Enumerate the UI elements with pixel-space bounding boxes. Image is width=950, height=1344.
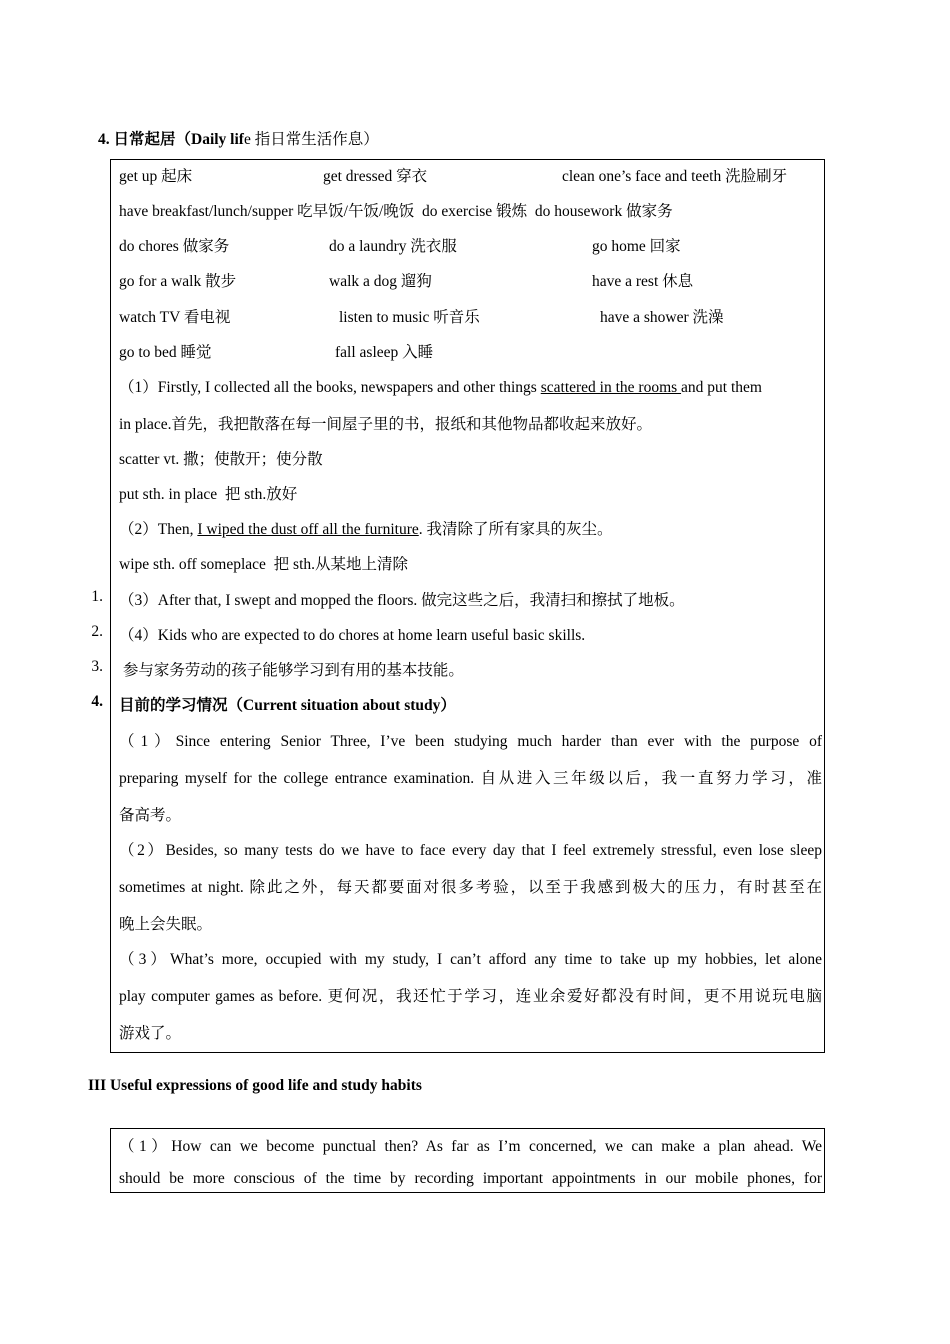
vocab-do-laundry: do a laundry 洗衣服 [329, 238, 457, 255]
habits-line-1: （1）How can we become punctual then? As far as I’m concerned, we can make a plan ahead. We [119, 1138, 822, 1155]
sentence-1-line-1: （1）Firstly, I collected all the books, newspapers and other things scattered in the rooms and put them [119, 379, 762, 396]
habits-line-2: should be more conscious of the time by recording important appointments in our mobile phones, for [119, 1170, 822, 1187]
underlined-phrase: I wiped the dust off all the furniture [197, 521, 419, 538]
underlined-phrase: scattered in the rooms [540, 379, 682, 396]
study-p1-line-2: preparing myself for the college entrance examination. 自从进入三年级以后，我一直努力学习，准 [119, 770, 822, 787]
note-wipe: wipe sth. off someplace 把 sth.从某地上清除 [119, 556, 409, 573]
list-number-3: 3. [91, 658, 103, 675]
vocab-have-shower: have a shower 洗澡 [600, 309, 724, 326]
vocab-get-dressed: get dressed 穿衣 [323, 168, 428, 185]
section-heading-daily-life [98, 127, 379, 149]
vocab-go-for-walk: go for a walk 散步 [119, 273, 237, 290]
vocab-do-chores: do chores 做家务 [119, 238, 230, 255]
vocab-listen-music: listen to music 听音乐 [339, 309, 480, 326]
section-heading-useful-expressions: III Useful expressions of good life and study habits [88, 1077, 422, 1094]
vocab-walk-dog: walk a dog 遛狗 [329, 273, 432, 290]
sentence-3: （3）After that, I swept and mopped the floors. 做完这些之后，我清扫和擦拭了地板。 [119, 592, 685, 609]
vocab-row-2: have breakfast/lunch/supper 吃早饭/午饭/晚饭 do exercise 锻炼 do housework 做家务 [119, 203, 673, 220]
note-scatter: scatter vt. 撒；使散开；使分散 [119, 451, 323, 468]
sentence-1-line-2: in place.首先，我把散落在每一间屋子里的书，报纸和其他物品都收起来放好。 [119, 416, 653, 433]
vocab-go-to-bed: go to bed 睡觉 [119, 344, 212, 361]
study-p3-line-1: （3）What’s more, occupied with my study, I can’t afford any time to take up my hobbies, let alone [119, 951, 822, 968]
study-p1-line-1: （1）Since entering Senior Three, I’ve been studying much harder than ever with the purpose of [119, 733, 822, 750]
study-p3-line-3: 游戏了。 [119, 1025, 182, 1042]
study-p1-line-3: 备高考。 [119, 807, 182, 824]
heading-normal-part: e 指日常生活作息） [243, 131, 379, 148]
vocab-get-up: get up 起床 [119, 168, 193, 185]
sentence-2: （2）Then, I wiped the dust off all the furniture. 我清除了所有家具的灰尘。 [119, 521, 613, 538]
study-p2-line-3: 晚上会失眠。 [119, 916, 213, 933]
study-heading: 目前的学习情况（Current situation about study） [119, 697, 456, 714]
list-number-2: 2. [91, 623, 103, 640]
vocab-watch-tv: watch TV 看电视 [119, 309, 231, 326]
study-p3-line-2: play computer games as before. 更何况，我还忙于学习，连业余爱好都没有时间，更不用说玩电脑 [119, 988, 822, 1005]
vocab-have-rest: have a rest 休息 [592, 273, 694, 290]
study-p2-line-2: sometimes at night. 除此之外，每天都要面对很多考验，以至于我感到极大的压力，有时甚至在 [119, 879, 822, 896]
vocab-fall-asleep: fall asleep 入睡 [335, 344, 434, 361]
study-p2-line-1: （2）Besides, so many tests do we have to face every day that I feel extremely stressful, even lose sleep [119, 842, 822, 859]
heading-bold-part: 4. 日常起居（Daily lif [98, 131, 244, 148]
list-number-1: 1. [91, 588, 103, 605]
vocab-go-home: go home 回家 [592, 238, 681, 255]
list-number-4: 4. [91, 693, 103, 710]
note-put-in-place: put sth. in place 把 sth.放好 [119, 486, 298, 503]
sentence-4: （4）Kids who are expected to do chores at home learn useful basic skills. [119, 627, 586, 644]
sentence-4-translation: 参与家务劳动的孩子能够学习到有用的基本技能。 [119, 662, 464, 679]
vocab-clean-face: clean one’s face and teeth 洗脸刷牙 [562, 168, 788, 185]
